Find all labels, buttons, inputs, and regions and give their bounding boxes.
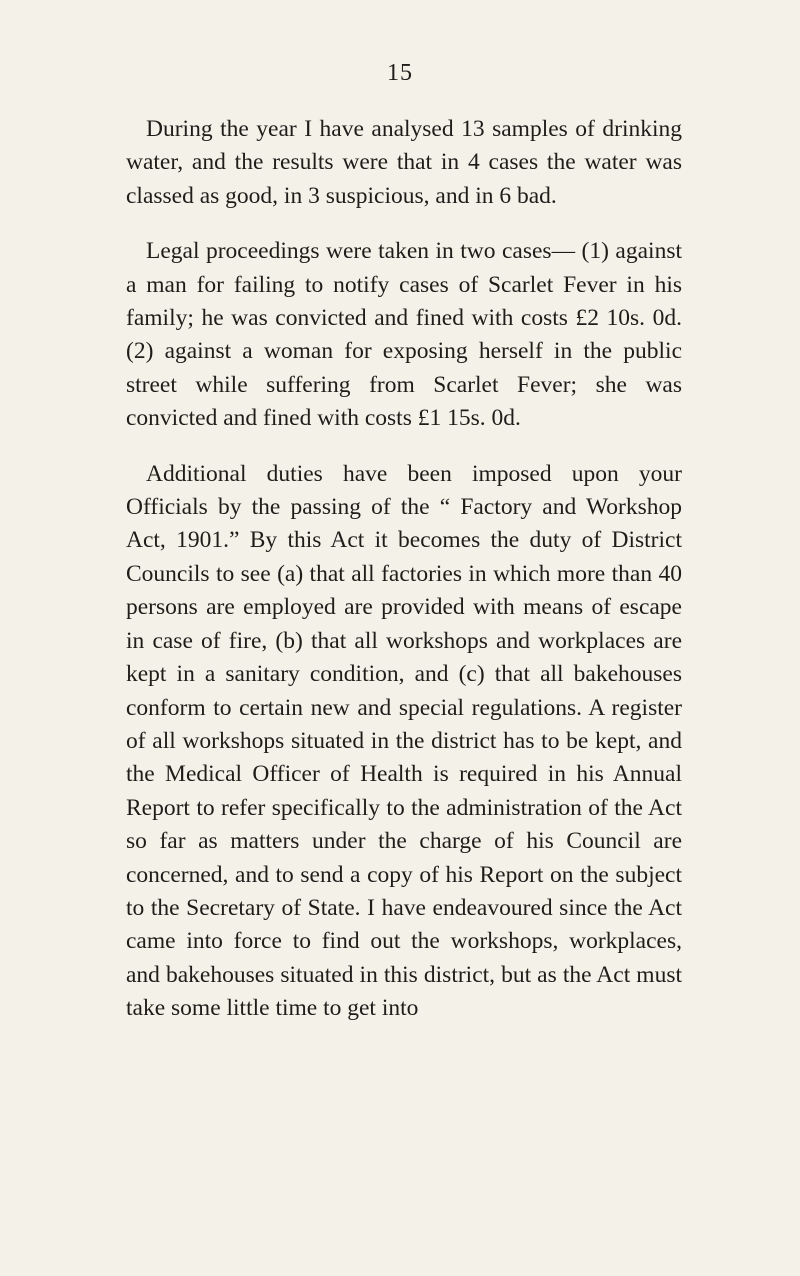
page-number: 15 [387,60,413,86]
paragraph-legal-proceedings: Legal proceedings were taken in two cases— (1) against a man for failing to notify cases of Scarlet Fever in his family; he was convicted and fined with costs £2 10s. 0d. (2) against a woman for exposing herself in the public street while suffering from Scarlet Fever; she was convicted and fined with costs £1 15s. 0d. [126,238,682,432]
paragraph-water-samples: During the year I have analysed 13 samples of drinking water, and the results were that in 4 cases the water was classed as good, in 3 suspicious, and in 6 bad. [126,116,682,209]
body-text [126,113,682,1026]
paragraph-factory-act: Additional duties have been imposed upon your Officials by the passing of the “ Factory and Workshop Act, 1901.” By this Act it becomes the duty of District Councils to see (a) that all factories in which more than 40 persons are employed are provided with means of escape in case of fire, (b) that all workshops and workplaces are kept in a sanitary condition, and (c) that all bakehouses conform to certain new and special regulations. A register of all workshops situated in the district has to be kept, and the Medical Officer of Health is required in his Annual Report to refer specifically to the administration of the Act so far as matters under the charge of his Council are concerned, and to send a copy of his Report on the subject to the Secretary of State. I have endeavoured since the Act came into force to find out the workshops, workplaces, and bakehouses situated in this district, but as the Act must take some little time to get into [126,460,682,1022]
